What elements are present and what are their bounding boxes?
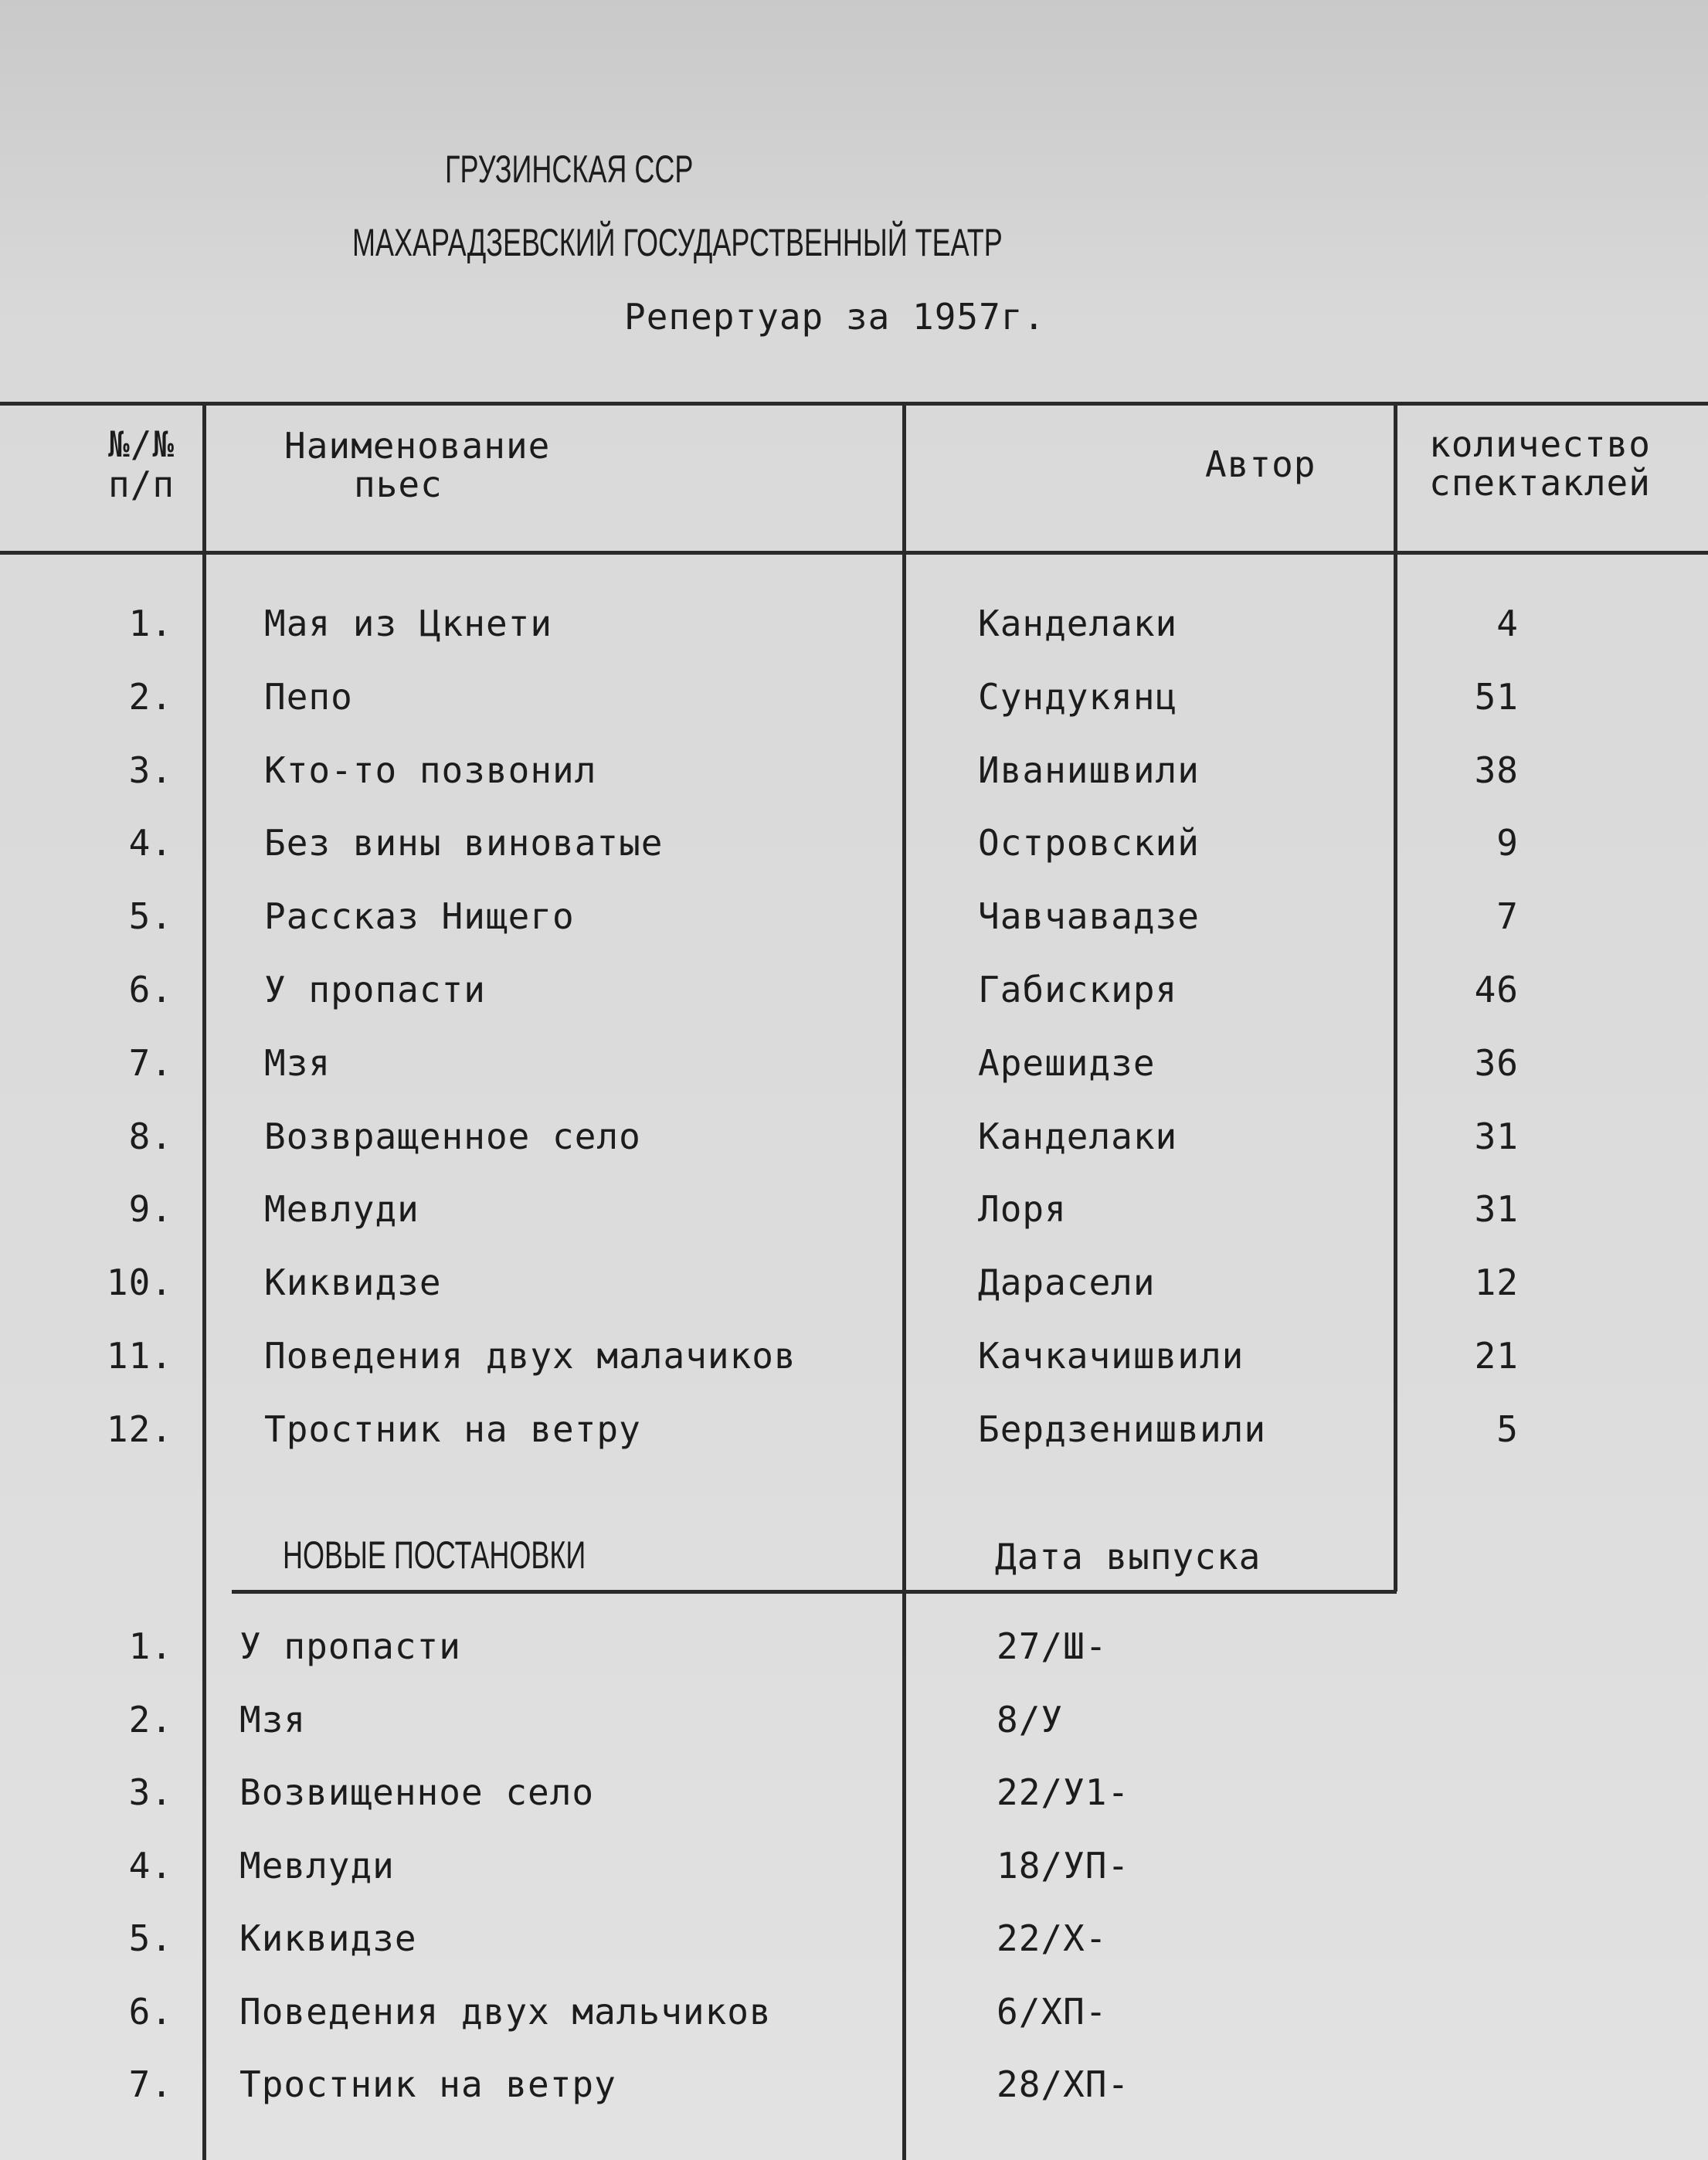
performance-count: 7 [1496,895,1519,937]
play-author: Бердзенишвили [978,1408,1267,1450]
play-title: Тростник на ветру [264,1408,641,1450]
row-number: 2. [128,1699,173,1741]
play-title: Киквидзе [264,1262,442,1303]
row-number: 11. [106,1335,173,1377]
play-author: Чавчавадзе [978,895,1200,937]
performance-count: 9 [1496,822,1519,864]
row-number: 7. [128,2063,173,2105]
performance-count: 38 [1474,749,1519,791]
col-header-author: Автор [1205,443,1316,485]
play-author: Дарасели [978,1262,1156,1303]
performance-count: 46 [1474,969,1519,1010]
header-republic: ГРУЗИНСКАЯ ССР [445,148,694,191]
play-author: Арешидзе [978,1042,1156,1084]
col-header-num-1: №/№ [108,423,175,465]
play-author: Качкачишвили [978,1335,1244,1377]
production-title: Мевлуди [239,1845,395,1887]
production-title: Возвищенное село [239,1771,595,1813]
row-number: 3. [128,749,173,791]
play-title: Рассказ Нищего [264,895,575,937]
performance-count: 12 [1474,1262,1519,1303]
release-date: 22/У1- [997,1771,1130,1813]
release-date: 6/ХП- [997,1991,1108,2033]
row-number: 9. [128,1188,173,1230]
performance-count: 31 [1474,1188,1519,1230]
row-number: 1. [128,603,173,644]
play-title: Возвращенное село [264,1116,641,1157]
header-repertoire: Репертуар за 1957г. [624,296,1046,338]
col-divider-num [202,402,206,2160]
header-theatre: МАХАРАДЗЕВСКИЙ ГОСУДАРСТВЕННЫЙ ТЕАТР [352,221,1003,264]
row-number: 10. [106,1262,173,1303]
row-number: 4. [128,822,173,864]
row-number: 3. [128,1771,173,1813]
play-author: Канделаки [978,1116,1178,1157]
row-number: 7. [128,1042,173,1084]
row-number: 8. [128,1116,173,1157]
play-title: У пропасти [264,969,486,1010]
row-number: 5. [128,895,173,937]
release-date: 8/У [997,1699,1064,1741]
release-date: 27/Ш- [997,1625,1108,1667]
row-number: 4. [128,1845,173,1887]
play-title: Кто-то позвонил [264,749,597,791]
performance-count: 31 [1474,1116,1519,1157]
row-number: 6. [128,969,173,1010]
play-author: Канделаки [978,603,1178,644]
row-number: 2. [128,676,173,718]
play-title: Без вины виноватые [264,822,664,864]
production-title: Киквидзе [239,1917,417,1959]
play-title: Мая из Цкнети [264,603,553,644]
col-header-num-2: п/п [108,464,175,505]
performance-count: 5 [1496,1408,1519,1450]
release-date: 28/ХП- [997,2063,1130,2105]
row-number: 5. [128,1917,173,1959]
play-author: Иванишвили [978,749,1200,791]
col-divider-title [902,402,906,2160]
play-title: Пепо [264,676,353,718]
performance-count: 4 [1496,603,1519,644]
production-title: Тростник на ветру [239,2063,616,2105]
play-author: Габискиря [978,969,1178,1010]
col-header-count-1: количество [1429,423,1651,465]
production-title: У пропасти [239,1625,461,1667]
play-author: Островский [978,822,1200,864]
play-author: Сундукянц [978,676,1178,718]
production-title: Поведения двух мальчиков [239,1991,772,2033]
performance-count: 36 [1474,1042,1519,1084]
new-productions-heading: НОВЫЕ ПОСТАНОВКИ [283,1533,586,1577]
row-number: 6. [128,1991,173,2033]
col-divider-author [1394,402,1397,1591]
production-title: Мзя [239,1699,307,1741]
release-date: 18/УП- [997,1845,1130,1887]
performance-count: 51 [1474,676,1519,718]
release-date-heading: Дата выпуска [995,1536,1261,1578]
new-productions-rule [232,1590,1397,1594]
table-top-rule [0,402,1708,406]
performance-count: 21 [1474,1335,1519,1377]
col-header-title-1: Наименование [284,425,551,467]
play-title: Мевлуди [264,1188,419,1230]
play-author: Лоря [978,1188,1067,1230]
play-title: Мзя [264,1042,331,1084]
release-date: 22/Х- [997,1917,1108,1959]
play-title: Поведения двух малачиков [264,1335,796,1377]
table-header-rule [0,551,1708,555]
row-number: 1. [128,1625,173,1667]
col-header-title-2: пьес [354,464,443,505]
col-header-count-2: спектаклей [1429,462,1651,504]
row-number: 12. [106,1408,173,1450]
